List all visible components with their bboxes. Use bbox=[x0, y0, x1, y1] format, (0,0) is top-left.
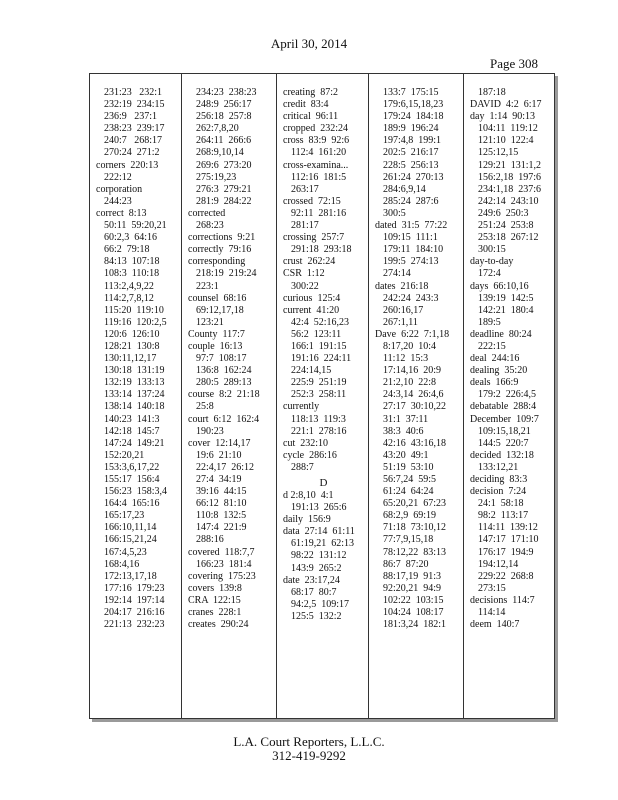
index-reference-line: 234:23 238:23 bbox=[196, 87, 257, 98]
index-reference-line: 291:18 293:18 bbox=[291, 244, 352, 256]
index-term-line: curious 125:4 bbox=[283, 292, 341, 304]
index-reference-line: 262:7,8,20 bbox=[196, 123, 239, 135]
index-term-line: cross-examina... bbox=[283, 159, 349, 171]
index-reference-line: 248:9 256:17 bbox=[196, 99, 252, 111]
index-reference-line: 133:12,21 bbox=[478, 461, 519, 473]
index-reference-line: 25:8 bbox=[196, 401, 214, 413]
index-reference-line: 166:1 191:15 bbox=[291, 340, 347, 352]
index-reference-line: 60:2,3 64:16 bbox=[104, 232, 158, 244]
index-reference-line: 222:15 bbox=[478, 340, 506, 352]
index-term-line: Dave 6:22 7:1,18 bbox=[375, 328, 450, 340]
index-reference-line: 86:7 87:20 bbox=[383, 558, 429, 570]
section-letter-heading: D bbox=[319, 477, 328, 489]
index-reference-line: 142:21 180:4 bbox=[478, 304, 534, 316]
index-reference-line: 202:5 216:17 bbox=[383, 147, 439, 159]
index-term-line: December 109:7 bbox=[470, 413, 539, 425]
index-reference-line: 179:6,15,18,23 bbox=[383, 99, 444, 111]
page-number: Page 308 bbox=[490, 56, 539, 71]
index-term-line: corners 220:13 bbox=[96, 159, 159, 171]
index-reference-line: 133:7 175:15 bbox=[383, 87, 439, 98]
index-term-line: daily 156:9 bbox=[283, 514, 331, 526]
index-term-line: deal 244:16 bbox=[470, 353, 520, 365]
index-reference-line: 222:12 bbox=[104, 171, 132, 183]
index-reference-line: 125:5 132:2 bbox=[291, 610, 342, 622]
index-reference-line: 31:1 37:11 bbox=[383, 413, 429, 425]
index-reference-line: 221:13 232:23 bbox=[104, 619, 165, 631]
index-reference-line: 156:23 158:3,4 bbox=[104, 486, 168, 498]
index-reference-line: 270:24 271:2 bbox=[104, 147, 160, 159]
index-reference-line: 221:1 278:16 bbox=[291, 425, 347, 437]
index-reference-line: 179:2 226:4,5 bbox=[478, 389, 537, 401]
index-reference-line: 121:10 122:4 bbox=[478, 135, 534, 147]
index-reference-line: 129:21 131:1,2 bbox=[478, 159, 542, 171]
index-reference-line: 71:18 73:10,12 bbox=[383, 522, 447, 534]
index-reference-line: 155:17 156:4 bbox=[104, 474, 160, 485]
index-reference-line: 172:13,17,18 bbox=[104, 570, 157, 582]
index-reference-line: 65:20,21 67:23 bbox=[383, 498, 447, 510]
index-reference-line: 244:23 bbox=[104, 195, 132, 207]
index-reference-line: 191:13 265:6 bbox=[291, 502, 347, 514]
index-reference-line: 38:3 40:6 bbox=[383, 425, 424, 437]
index-reference-line: 61:24 64:24 bbox=[383, 486, 434, 498]
index-reference-line: 177:16 179:23 bbox=[104, 582, 165, 594]
index-term-line: cover 12:14,17 bbox=[188, 437, 251, 449]
index-reference-line: 56:2 123:11 bbox=[291, 328, 342, 340]
index-reference-line: 123:21 bbox=[196, 316, 224, 328]
index-reference-line: 242:14 243:10 bbox=[478, 195, 539, 207]
index-column-1 bbox=[90, 74, 182, 718]
index-reference-line: 300:15 bbox=[478, 244, 506, 256]
index-term-line: cut 232:10 bbox=[283, 437, 328, 449]
index-reference-line: 240:7 268:17 bbox=[104, 135, 163, 147]
index-term-line: cropped 232:24 bbox=[283, 123, 348, 135]
index-term-line: corresponding bbox=[188, 256, 246, 268]
index-reference-line: 276:3 279:21 bbox=[196, 183, 252, 195]
index-reference-line: 166:10,11,14 bbox=[104, 522, 157, 534]
index-reference-line: 119:16 120:2,5 bbox=[104, 316, 167, 328]
index-reference-line: 236:9 237:1 bbox=[104, 111, 158, 123]
footer-company: L.A. Court Reporters, L.L.C. bbox=[233, 734, 385, 749]
index-term-line: corrected bbox=[188, 207, 226, 219]
index-reference-line: 147:24 149:21 bbox=[104, 437, 165, 449]
index-reference-line: 263:17 bbox=[291, 183, 319, 195]
index-reference-line: 229:22 268:8 bbox=[478, 570, 534, 582]
index-term-line: crossing 257:7 bbox=[283, 232, 345, 244]
index-reference-line: 274:14 bbox=[383, 268, 411, 280]
index-reference-line: 92:20,21 94:9 bbox=[383, 582, 442, 594]
index-reference-line: 167:4,5,23 bbox=[104, 546, 147, 558]
index-reference-line: 68:2,9 69:19 bbox=[383, 510, 437, 522]
index-reference-line: 139:19 142:5 bbox=[478, 292, 534, 304]
index-reference-line: 11:12 15:3 bbox=[383, 353, 429, 365]
index-reference-line: 112:16 181:5 bbox=[291, 171, 347, 183]
index-reference-line: 19:6 21:10 bbox=[196, 449, 242, 461]
index-term-line: corporation bbox=[96, 183, 143, 195]
index-reference-line: 197:4,8 199:1 bbox=[383, 135, 442, 147]
index-reference-line: 168:4,16 bbox=[104, 558, 140, 570]
index-reference-line: 264:11 266:6 bbox=[196, 135, 252, 147]
index-reference-line: 24:3,14 26:4,6 bbox=[383, 389, 444, 401]
index-term-line: couple 16:13 bbox=[188, 340, 243, 352]
index-reference-line: 114:14 bbox=[478, 607, 506, 619]
index-reference-line: 110:8 132:5 bbox=[196, 510, 247, 522]
index-reference-line: 88:17,19 91:3 bbox=[383, 570, 442, 582]
index-reference-line: 77:7,9,15,18 bbox=[383, 534, 434, 546]
index-reference-line: 231:23 232:1 bbox=[104, 87, 163, 98]
index-reference-line: 166:15,21,24 bbox=[104, 534, 157, 546]
index-term-line: debatable 288:4 bbox=[470, 401, 537, 413]
index-reference-line: 120:6 126:10 bbox=[104, 328, 160, 340]
index-reference-line: 136:8 162:24 bbox=[196, 365, 252, 377]
index-reference-line: 218:19 219:24 bbox=[196, 268, 257, 280]
index-term-line: currently bbox=[283, 401, 320, 413]
index-column-4 bbox=[369, 74, 464, 718]
index-reference-line: 261:24 270:13 bbox=[383, 171, 444, 183]
index-reference-line: 66:2 79:18 bbox=[104, 244, 150, 256]
index-reference-line: 108:3 110:18 bbox=[104, 268, 160, 280]
index-term-line: date 23:17,24 bbox=[283, 574, 340, 586]
index-reference-line: 228:5 256:13 bbox=[383, 159, 439, 171]
index-reference-line: 51:19 53:10 bbox=[383, 461, 434, 473]
index-reference-line: 92:11 281:16 bbox=[291, 207, 347, 219]
index-term-line: deals 166:9 bbox=[470, 377, 519, 389]
index-reference-line: 68:17 80:7 bbox=[291, 586, 337, 598]
index-reference-line: 17:14,16 20:9 bbox=[383, 365, 442, 377]
index-reference-line: 133:14 137:24 bbox=[104, 389, 165, 401]
index-reference-line: 112:4 161:20 bbox=[291, 147, 347, 159]
index-reference-line: 97:7 108:17 bbox=[196, 353, 247, 365]
index-reference-line: 130:11,12,17 bbox=[104, 353, 157, 365]
index-term-line: dates 216:18 bbox=[375, 280, 429, 292]
index-reference-line: 78:12,22 83:13 bbox=[383, 546, 447, 558]
index-column-2 bbox=[182, 74, 277, 718]
index-term-line: cycle 286:16 bbox=[283, 449, 337, 461]
index-reference-line: 281:17 bbox=[291, 220, 319, 232]
index-reference-line: 102:22 103:15 bbox=[383, 594, 444, 606]
index-reference-line: 140:23 141:3 bbox=[104, 413, 160, 425]
index-reference-line: 225:9 251:19 bbox=[291, 377, 347, 389]
index-term-line: cranes 228:1 bbox=[188, 607, 242, 619]
index-reference-line: 179:24 184:18 bbox=[383, 111, 444, 123]
index-reference-line: 138:14 140:18 bbox=[104, 401, 165, 413]
index-reference-line: 128:21 130:8 bbox=[104, 340, 160, 352]
index-term-line: deciding 83:3 bbox=[470, 474, 528, 485]
index-reference-line: 260:16,17 bbox=[383, 304, 424, 316]
index-reference-line: 288:7 bbox=[291, 461, 314, 473]
index-term-line: creating 87:2 bbox=[283, 87, 338, 98]
index-term-line: deem 140:7 bbox=[470, 619, 520, 631]
index-reference-line: 8:17,20 10:4 bbox=[383, 340, 437, 352]
index-reference-line: 238:23 239:17 bbox=[104, 123, 165, 135]
index-reference-line: 156:2,18 197:6 bbox=[478, 171, 542, 183]
index-reference-line: 300:5 bbox=[383, 207, 406, 219]
index-reference-line: 242:24 243:3 bbox=[383, 292, 439, 304]
index-reference-line: 118:13 119:3 bbox=[291, 413, 346, 425]
index-reference-line: 114:2,7,8,12 bbox=[104, 292, 154, 304]
index-reference-line: 267:1,11 bbox=[383, 316, 418, 328]
index-term-line: covered 118:7,7 bbox=[188, 546, 255, 558]
index-reference-line: 269:6 273:20 bbox=[196, 159, 252, 171]
index-term-line: correct 8:13 bbox=[96, 207, 147, 219]
index-reference-line: 94:2,5 109:17 bbox=[291, 598, 350, 610]
index-reference-line: 194:12,14 bbox=[478, 558, 519, 570]
index-term-line: CRA 122:15 bbox=[188, 594, 241, 606]
index-reference-line: 181:3,24 182:1 bbox=[383, 619, 447, 631]
index-reference-line: 113:2,4,9,22 bbox=[104, 280, 154, 292]
index-reference-line: 42:16 43:16,18 bbox=[383, 437, 447, 449]
index-reference-line: 280:5 289:13 bbox=[196, 377, 252, 389]
index-reference-line: 176:17 194:9 bbox=[478, 546, 534, 558]
index-reference-line: 98:2 113:17 bbox=[478, 510, 529, 522]
index-term-line: current 41:20 bbox=[283, 304, 340, 316]
index-reference-line: 27:17 30:10,22 bbox=[383, 401, 447, 413]
index-reference-line: 152:20,21 bbox=[104, 449, 145, 461]
index-reference-line: 253:18 267:12 bbox=[478, 232, 539, 244]
index-reference-line: 190:23 bbox=[196, 425, 224, 437]
index-reference-line: 224:14,15 bbox=[291, 365, 332, 377]
index-reference-line: 189:9 196:24 bbox=[383, 123, 439, 135]
index-reference-line: 275:19,23 bbox=[196, 171, 237, 183]
index-reference-line: 132:19 133:13 bbox=[104, 377, 165, 389]
index-reference-line: 191:16 224:11 bbox=[291, 353, 352, 365]
index-reference-line: 22:4,17 26:12 bbox=[196, 461, 255, 473]
index-reference-line: 61:19,21 62:13 bbox=[291, 538, 355, 550]
index-reference-line: 268:9,10,14 bbox=[196, 147, 244, 159]
index-reference-line: 142:18 145:7 bbox=[104, 425, 160, 437]
index-term-line: day-to-day bbox=[470, 256, 514, 268]
index-reference-line: 172:4 bbox=[478, 268, 501, 280]
index-reference-line: 249:6 250:3 bbox=[478, 207, 529, 219]
index-term-line: day 1:14 90:13 bbox=[470, 111, 535, 123]
index-reference-line: 66:12 81:10 bbox=[196, 498, 247, 510]
index-term-line: CSR 1:12 bbox=[283, 268, 325, 280]
index-reference-line: 223:1 bbox=[196, 280, 219, 292]
index-term-line: dated 31:5 77:22 bbox=[375, 220, 448, 232]
index-reference-line: 288:16 bbox=[196, 534, 224, 546]
index-reference-line: 166:23 181:4 bbox=[196, 558, 252, 570]
index-reference-line: 268:23 bbox=[196, 220, 224, 232]
index-reference-line: 256:18 257:8 bbox=[196, 111, 252, 123]
index-reference-line: 43:20 49:1 bbox=[383, 449, 429, 461]
index-reference-line: 143:9 265:2 bbox=[291, 562, 342, 574]
index-term-line: d 2:8,10 4:1 bbox=[283, 490, 334, 501]
index-reference-line: 284:6,9,14 bbox=[383, 183, 426, 195]
index-reference-line: 164:4 165:16 bbox=[104, 498, 160, 510]
index-reference-line: 300:22 bbox=[291, 280, 319, 292]
index-reference-line: 21:2,10 22:8 bbox=[383, 377, 437, 389]
index-term-line: crust 262:24 bbox=[283, 256, 336, 268]
index-reference-line: 115:20 119:10 bbox=[104, 304, 164, 316]
index-reference-line: 153:3,6,17,22 bbox=[104, 461, 160, 473]
index-table bbox=[89, 73, 555, 719]
index-term-line: covering 175:23 bbox=[188, 570, 256, 582]
index-term-line: County 117:7 bbox=[188, 328, 245, 340]
index-reference-line: 204:17 216:16 bbox=[104, 607, 165, 619]
index-reference-line: 165:17,23 bbox=[104, 510, 145, 522]
index-reference-line: 104:11 119:12 bbox=[478, 123, 538, 135]
index-reference-line: 144:5 220:7 bbox=[478, 437, 529, 449]
index-reference-line: 114:11 139:12 bbox=[478, 522, 538, 534]
index-reference-line: 251:24 253:8 bbox=[478, 220, 534, 232]
index-term-line: DAVID 4:2 6:17 bbox=[470, 99, 542, 111]
index-reference-line: 232:19 234:15 bbox=[104, 99, 165, 111]
transcript-date: April 30, 2014 bbox=[270, 36, 348, 51]
index-term-line: credit 83:4 bbox=[283, 99, 329, 111]
index-term-line: decided 132:18 bbox=[470, 449, 534, 461]
index-reference-line: 147:17 171:10 bbox=[478, 534, 539, 546]
index-reference-line: 187:18 bbox=[478, 87, 506, 98]
index-term-line: correctly 79:16 bbox=[188, 244, 252, 256]
index-term-line: cross 83:9 92:6 bbox=[283, 135, 350, 147]
index-reference-line: 285:24 287:6 bbox=[383, 195, 439, 207]
index-reference-line: 125:12,15 bbox=[478, 147, 519, 159]
index-column-3 bbox=[277, 74, 369, 718]
index-term-line: days 66:10,16 bbox=[470, 280, 529, 292]
index-term-line: critical 96:11 bbox=[283, 111, 339, 123]
index-reference-line: 199:5 274:13 bbox=[383, 256, 439, 268]
index-reference-line: 109:15 111:1 bbox=[383, 232, 438, 244]
index-term-line: creates 290:24 bbox=[188, 619, 249, 631]
index-reference-line: 69:12,17,18 bbox=[196, 304, 244, 316]
index-reference-line: 27:4 34:19 bbox=[196, 474, 242, 485]
index-term-line: counsel 68:16 bbox=[188, 292, 247, 304]
index-term-line: covers 139:8 bbox=[188, 582, 242, 594]
index-term-line: decisions 114:7 bbox=[470, 594, 535, 606]
index-term-line: dealing 35:20 bbox=[470, 365, 528, 377]
index-reference-line: 192:14 197:14 bbox=[104, 594, 165, 606]
index-reference-line: 252:3 258:11 bbox=[291, 389, 347, 401]
index-reference-line: 39:16 44:15 bbox=[196, 486, 247, 498]
index-reference-line: 56:7,24 59:5 bbox=[383, 474, 437, 485]
index-term-line: data 27:14 61:11 bbox=[283, 526, 355, 538]
index-reference-line: 98:22 131:12 bbox=[291, 550, 347, 562]
index-column-5 bbox=[464, 74, 554, 718]
index-term-line: crossed 72:15 bbox=[283, 195, 341, 207]
index-reference-line: 147:4 221:9 bbox=[196, 522, 247, 534]
footer-phone: 312-419-9292 bbox=[272, 748, 346, 763]
index-reference-line: 179:11 184:10 bbox=[383, 244, 444, 256]
index-term-line: decision 7:24 bbox=[470, 486, 527, 498]
index-reference-line: 50:11 59:20,21 bbox=[104, 220, 167, 232]
index-reference-line: 273:15 bbox=[478, 582, 506, 594]
index-term-line: court 6:12 162:4 bbox=[188, 413, 260, 425]
index-term-line: course 8:2 21:18 bbox=[188, 389, 260, 401]
index-reference-line: 189:5 bbox=[478, 316, 501, 328]
index-reference-line: 130:18 131:19 bbox=[104, 365, 165, 377]
index-reference-line: 234:1,18 237:6 bbox=[478, 183, 542, 195]
index-reference-line: 281:9 284:22 bbox=[196, 195, 252, 207]
index-term-line: deadline 80:24 bbox=[470, 328, 532, 340]
index-reference-line: 42:4 52:16,23 bbox=[291, 316, 350, 328]
index-reference-line: 84:13 107:18 bbox=[104, 256, 160, 268]
index-reference-line: 104:24 108:17 bbox=[383, 607, 444, 619]
index-term-line: corrections 9:21 bbox=[188, 232, 256, 244]
index-reference-line: 109:15,18,21 bbox=[478, 425, 531, 437]
index-reference-line: 24:1 58:18 bbox=[478, 498, 524, 510]
